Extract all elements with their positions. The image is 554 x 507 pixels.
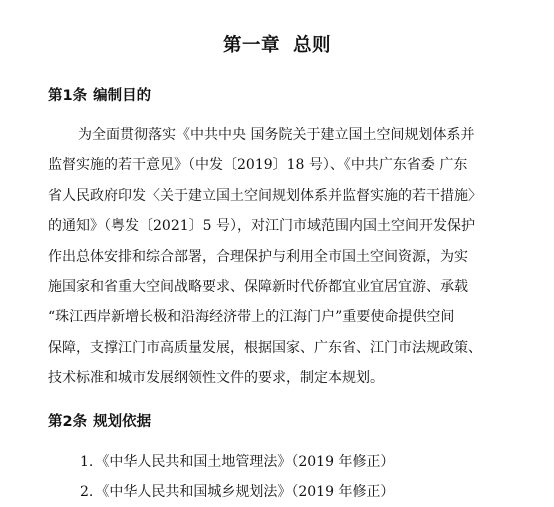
paragraph-line: 施国家和省重大空间战略要求、保障新时代侨都宜业宜居宜游、承载	[48, 278, 468, 295]
paragraph-line: 为全面贯彻落实《中共中央 国务院关于建立国土空间规划体系并	[78, 127, 475, 143]
article-1-paragraph	[48, 120, 506, 394]
list-item	[80, 452, 394, 472]
paragraph-line: 的通知》（粤发〔2021〕5 号），对江门市域范围内国土空间开发保护	[48, 218, 475, 235]
list-item	[80, 482, 394, 502]
article-number: 第1条	[48, 88, 88, 104]
paragraph-line: 技术标准和城市发展纲领性文件的要求，制定本规划。	[48, 370, 384, 387]
paragraph-line: 省人民政府印发〈关于建立国土空间规划体系并监督实施的若干措施〉	[48, 187, 482, 204]
article-title: 编制目的	[93, 88, 152, 104]
paragraph-line: 保障，支撑江门市高质量发展，根据国家、广东省、江门市法规政策、	[48, 339, 482, 356]
article-1-heading	[48, 86, 151, 106]
article-title: 规划依据	[93, 414, 152, 430]
list-item-index: 1.	[80, 454, 94, 470]
article-2-heading	[48, 412, 151, 432]
paragraph-line: 监督实施的若干意见》（中发〔2019〕18 号）、《中共广东省委 广东	[48, 157, 468, 174]
list-item-text: 《中华人民共和国城乡规划法》（2019 年修正）	[95, 484, 395, 500]
list-item-text: 《中华人民共和国土地管理法》（2019 年修正）	[95, 454, 395, 470]
chapter-title: 第一章 总则	[223, 35, 331, 56]
article-number: 第2条	[48, 414, 88, 430]
paragraph-line: 作出总体安排和综合部署，合理保护与利用全市国土空间资源，为实	[48, 248, 468, 265]
list-item-index: 2.	[80, 484, 94, 500]
paragraph-line: “珠江西岸新增长极和沿海经济带上的江海门户”重要使命提供空间	[48, 309, 455, 326]
